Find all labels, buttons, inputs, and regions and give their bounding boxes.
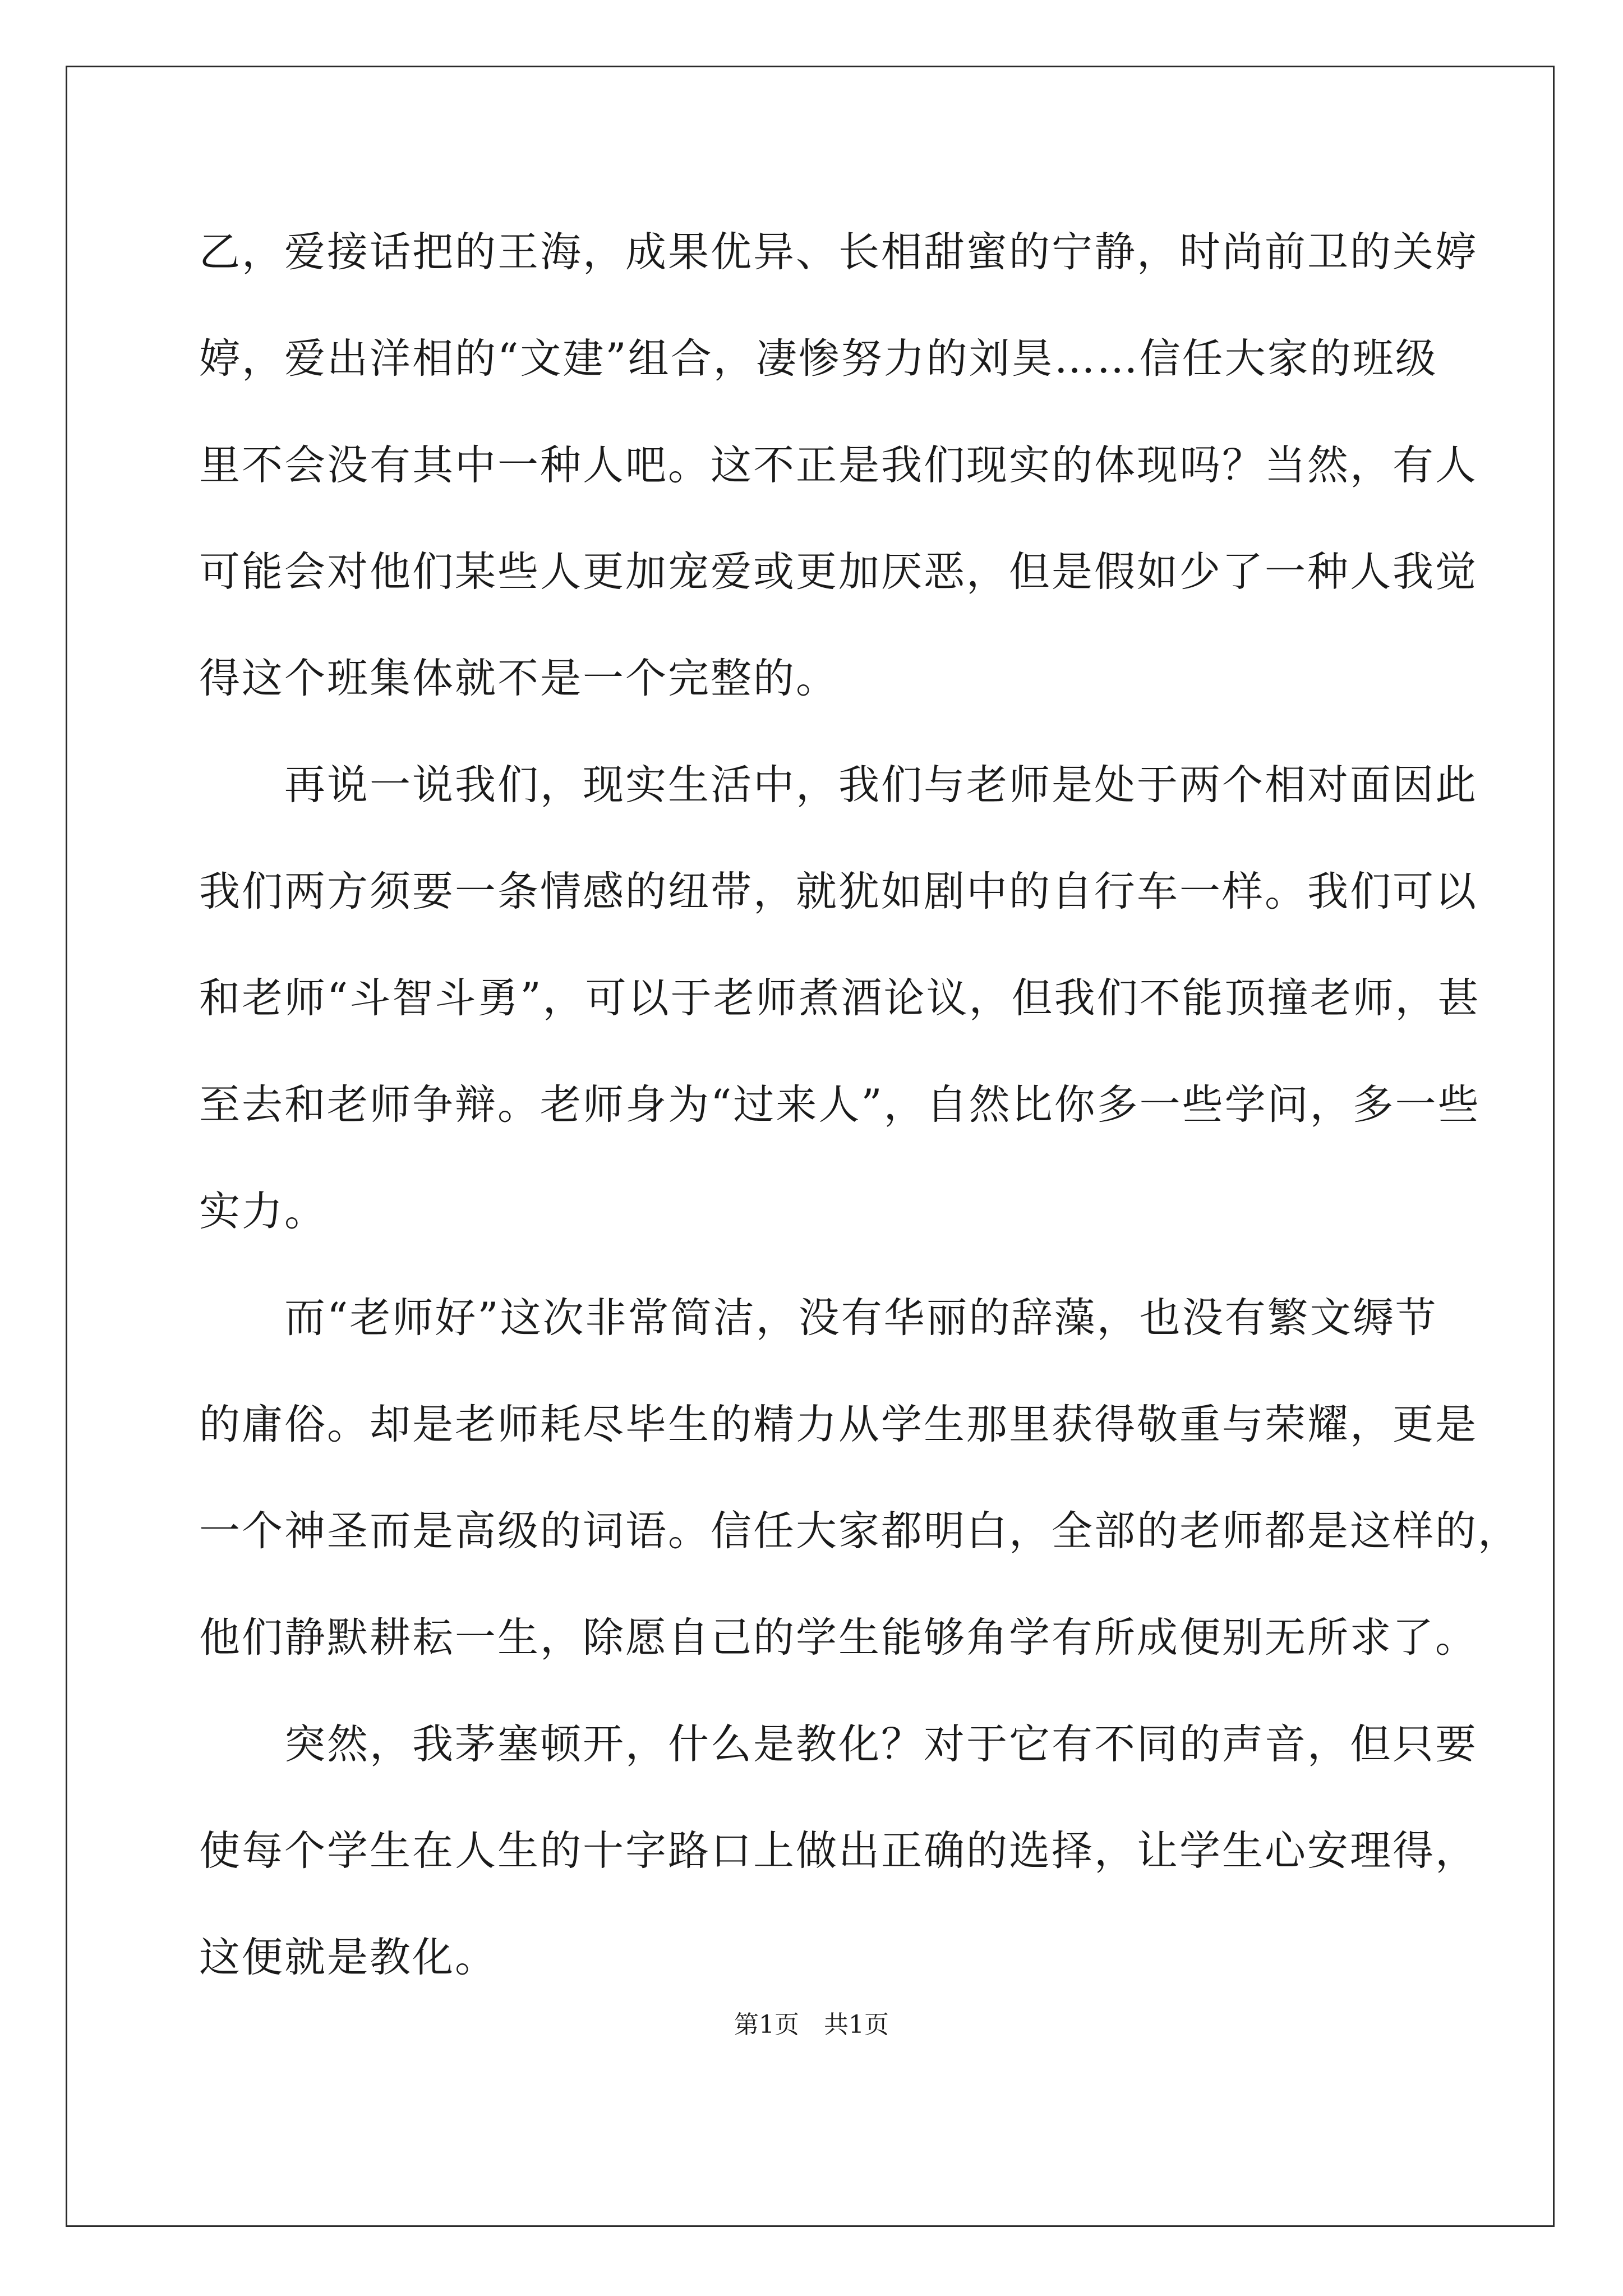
paragraph-line: 得这个班集体就不是一个完整的。 <box>199 655 838 702</box>
paragraph-line: 里不会没有其中一种人吧。这不正是我们现实的体现吗？当然，有人 <box>199 441 1478 489</box>
paragraph-line: 和老师“斗智斗勇”，可以于老师煮酒论议，但我们不能顶撞老师，甚 <box>199 974 1481 1022</box>
paragraph-line: 他们静默耕耘一生，除愿自己的学生能够角学有所成便别无所求了。 <box>199 1614 1478 1662</box>
paragraph-line: 使每个学生在人生的十字路口上做出正确的选择，让学生心安理得， <box>199 1827 1478 1875</box>
paragraph-line: 婷，爱出洋相的“文建”组合，凄惨努力的刘昊……信任大家的班级 <box>199 335 1438 383</box>
paragraph-line: 的庸俗。却是老师耗尽毕生的精力从学生那里获得敬重与荣耀，更是 <box>199 1401 1478 1448</box>
paragraph-line: 突然，我茅塞顿开，什么是教化？对于它有不同的声音，但只要 <box>284 1720 1478 1768</box>
paragraph-line: 乙，爱接话把的王海，成果优异、长相甜蜜的宁静，时尚前卫的关婷 <box>199 228 1478 276</box>
page-border <box>66 66 1555 2227</box>
paragraph-line: 一个神圣而是高级的词语。信任大家都明白，全部的老师都是这样的， <box>199 1507 1520 1555</box>
page-total: 共1页 <box>824 2010 889 2039</box>
paragraph-line: 实力。 <box>199 1188 327 1235</box>
page-number: 第1页 <box>734 2010 799 2039</box>
paragraph-line: 而“老师好”这次非常简洁，没有华丽的辞藻，也没有繁文缛节 <box>284 1294 1438 1342</box>
paragraph-line: 我们两方须要一条情感的纽带，就犹如剧中的自行车一样。我们可以 <box>199 868 1478 915</box>
page-footer <box>0 2009 1623 2041</box>
paragraph-line: 可能会对他们某些人更加宠爱或更加厌恶，但是假如少了一种人我觉 <box>199 548 1478 596</box>
paragraph-line: 再说一说我们，现实生活中，我们与老师是处于两个相对面因此 <box>284 761 1478 809</box>
paragraph-line: 至去和老师争辩。老师身为“过来人”，自然比你多一些学问，多一些 <box>199 1081 1481 1129</box>
paragraph-line: 这便就是教化。 <box>199 1934 497 1981</box>
